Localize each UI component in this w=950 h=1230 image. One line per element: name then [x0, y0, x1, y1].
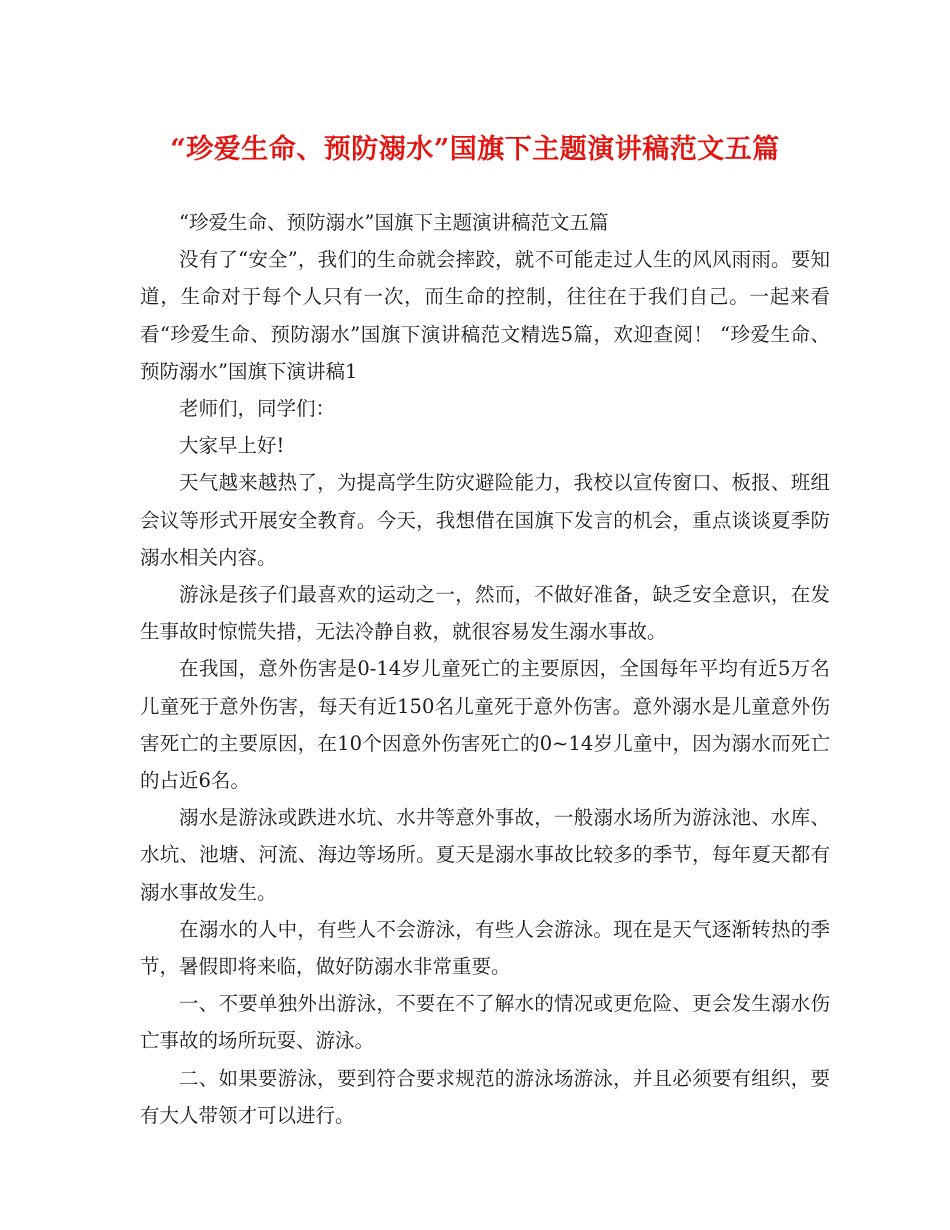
paragraph-swimming: 游泳是孩子们最喜欢的运动之一，然而，不做好准备，缺乏安全意识，在发生事故时惊慌失措，无法冷静自救，就很容易发生溺水事故。 [140, 583, 830, 644]
paragraph-salutation: 老师们，同学们： [179, 397, 336, 421]
paragraph-intro: 没有了“安全”，我们的生命就会摔跤，就不可能走过人生的风风雨雨。要知道，生命对于每个人只有一次，而生命的控制，往往在于我们自己。一起来看看“珍爱生命、预防溺水”国旗下演讲稿范文精选5篇，欢迎查阅！ “珍爱生命、预防溺水”国旗下演讲稿1 [140, 248, 830, 383]
paragraph-season: 在溺水的人中，有些人不会游泳，有些人会游泳。现在是天气逐渐转热的季节，暑假即将来临，做好防溺水非常重要。 [140, 917, 830, 979]
paragraph-greeting: 大家早上好! [179, 434, 285, 458]
paragraph-subtitle: “珍爱生命、预防溺水”国旗下主题演讲稿范文五篇 [179, 211, 609, 234]
document-title: “珍爱生命、预防溺水”国旗下主题演讲稿范文五篇 [170, 134, 780, 165]
paragraph-rule-two: 二、如果要游泳，要到符合要求规范的游泳场游泳，并且必须要有组织，要有大人带领才可以进行。 [140, 1066, 830, 1127]
paragraph-weather: 天气越来越热了，为提高学生防灾避险能力，我校以宣传窗口、板报、班组会议等形式开展安全教育。今天，我想借在国旗下发言的机会，重点谈谈夏季防溺水相关内容。 [140, 471, 830, 569]
paragraph-rule-one: 一、不要单独外出游泳，不要在不了解水的情况或更危险、更会发生溺水伤亡事故的场所玩耍、游泳。 [140, 992, 830, 1053]
document-body [140, 204, 830, 1134]
paragraph-drowning-places: 溺水是游泳或跌进水坑、水井等意外事故，一般溺水场所为游泳池、水库、水坑、池塘、河流、海边等场所。夏天是溺水事故比较多的季节，每年夏天都有溺水事故发生。 [140, 806, 830, 904]
paragraph-statistics: 在我国，意外伤害是0-14岁儿童死亡的主要原因，全国每年平均有近5万名儿童死于意外伤害，每天有近150名儿童死于意外伤害。意外溺水是儿童意外伤害死亡的主要原因，在10个因意外伤害死亡的0~14岁儿童中，因为溺水而死亡的占近6名。 [140, 657, 830, 793]
